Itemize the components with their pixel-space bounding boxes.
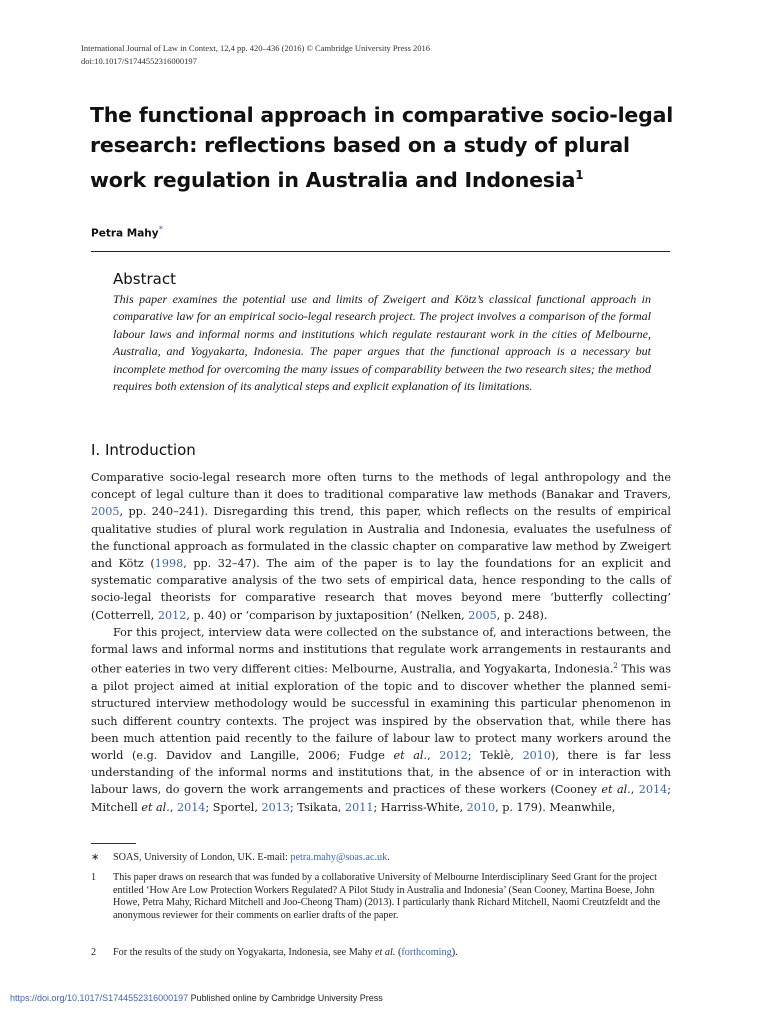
title-divider xyxy=(91,251,670,252)
citation-link[interactable]: 2012 xyxy=(157,608,187,622)
journal-doi: doi:10.1017/S1744552316000197 xyxy=(81,56,197,66)
body-text xyxy=(91,469,671,816)
footnote-divider xyxy=(91,843,136,844)
citation-link[interactable]: 1998 xyxy=(154,557,184,571)
journal-citation: International Journal of Law in Context, 12,4 pp. 420–436 (2016) © Cambridge University Press 2016 xyxy=(81,43,431,53)
title-footnote-mark[interactable]: 1 xyxy=(575,168,584,182)
forthcoming-link[interactable]: forthcoming xyxy=(401,947,452,958)
citation-link[interactable]: 2012 xyxy=(439,748,468,762)
citation-link[interactable]: 2010 xyxy=(466,800,496,814)
author-line xyxy=(91,225,163,240)
footnote-1-text: This paper draws on research that was funded by a collaborative University of Melbourne Interdisciplinary Seed Grant for the project entitled ‘How Are Low Protection Workers Regulated? A Pilot Study in Australia and Indonesia’ (Sean Cooney, Martina Boese, John Howe, Petra Mahy, Richard Mitchell and Joo-Cheong Tham) (2013). I particularly thank Richard Mitchell, Naomi Creutzfeldt and the anonymous reviewer for their comments on earlier drafts of the paper. xyxy=(113,872,661,921)
page-footer xyxy=(10,993,383,1003)
citation-link[interactable]: 2013 xyxy=(261,800,290,814)
doi-link[interactable]: https://doi.org/10.1017/S1744552316000197 xyxy=(10,993,189,1003)
footnote-marker: ∗ xyxy=(91,852,100,863)
citation-link[interactable]: 2005 xyxy=(468,608,497,622)
citation-link[interactable]: 2010 xyxy=(522,748,552,762)
footnote-marker: 1 xyxy=(91,872,97,883)
citation-link[interactable]: 2011 xyxy=(345,800,374,814)
paragraph-2: For this project, interview data were collected on the substance of, and interactions between, the formal laws and informal norms and institutions that regulate work arrangements in restaurants and other eateries in two very different cities: Melbourne, Australia, and Yogyakarta, Indonesia.$^2$ This was a pilot project aimed at initial exploration of the topic and to discover whether the planned semi-structured interview methodology would be successful in examining this particular phenomenon in such different country contexts. The project was inspired by the observation that, while there has been much attention paid recently to the failure of labour law to protect many workers around the world (e.g. Davidov and Langille, 2006; Fudge et al., 2012; Teklè, 2010), there is far less understanding of the informal norms and institutions that, in the absence of or in interaction with labour laws, do govern the work arrangements and practices of these workers (Cooney et al., 2014; Mitchell et al., 2014; Sportel, 2013; Tsikata, 2011; Harriss-White, 2010, p. 179). Meanwhile, xyxy=(91,625,671,814)
footnote-mark-2[interactable]: 2 xyxy=(613,662,618,671)
author-name: Petra Mahy xyxy=(91,227,159,240)
citation-link[interactable]: 2014 xyxy=(638,783,668,797)
article-title xyxy=(90,100,690,195)
journal-header xyxy=(81,42,430,68)
author-footnote-mark[interactable]: * xyxy=(158,225,164,235)
footer-publisher-text: Published online by Cambridge University Press xyxy=(188,993,383,1003)
abstract-heading: Abstract xyxy=(113,270,176,288)
abstract-text: This paper examines the potential use and limits of Zweigert and Kötz’s classical functional approach in comparative law for an empirical socio-legal research project. The project involves a comparison of the formal labour laws and informal norms and institutions which regulate restaurant work in the cities of Melbourne, Australia, and Yogyakarta, Indonesia. The paper argues that the functional approach is a necessary but incomplete method for overcoming the many issues of comparability between the two research sites; the method requires both extension of its analytical steps and explicit explanation of its limitations. xyxy=(113,292,651,394)
email-link[interactable]: petra.mahy@soas.ac.uk xyxy=(290,852,388,863)
section-heading: I. Introduction xyxy=(91,441,196,459)
citation-link[interactable]: 2005 xyxy=(91,505,120,519)
citation-link[interactable]: 2014 xyxy=(176,800,206,814)
article-title-text: The functional approach in comparative socio-legal research: reflections based on a study of plural work regulation in Australia and Indonesia xyxy=(90,103,674,192)
paragraph-1: Comparative socio-legal research more often turns to the methods of legal anthropology and the concept of legal culture than it does to traditional comparative law methods (Banakar and Travers, 2005, pp. 240–241). Disregarding this trend, this paper, which reflects on the results of empirical qualitative studies of plural work regulation in Australia and Indonesia, evaluates the usefulness of the functional approach as formulated in the classic chapter on comparative law method by Zweigert and Kötz (1998, pp. 32–47). The aim of the paper is to lay the foundations for an explicit and systematic comparative analysis of the two sets of empirical data, hence responding to the calls of socio-legal theorists for comparative research that moves beyond mere ‘butterfly collecting’ (Cotterrell, 2012, p. 40) or ‘comparison by juxtaposition’ (Nelken, 2005, p. 248). xyxy=(91,471,671,622)
footnote-marker: 2 xyxy=(91,947,97,958)
